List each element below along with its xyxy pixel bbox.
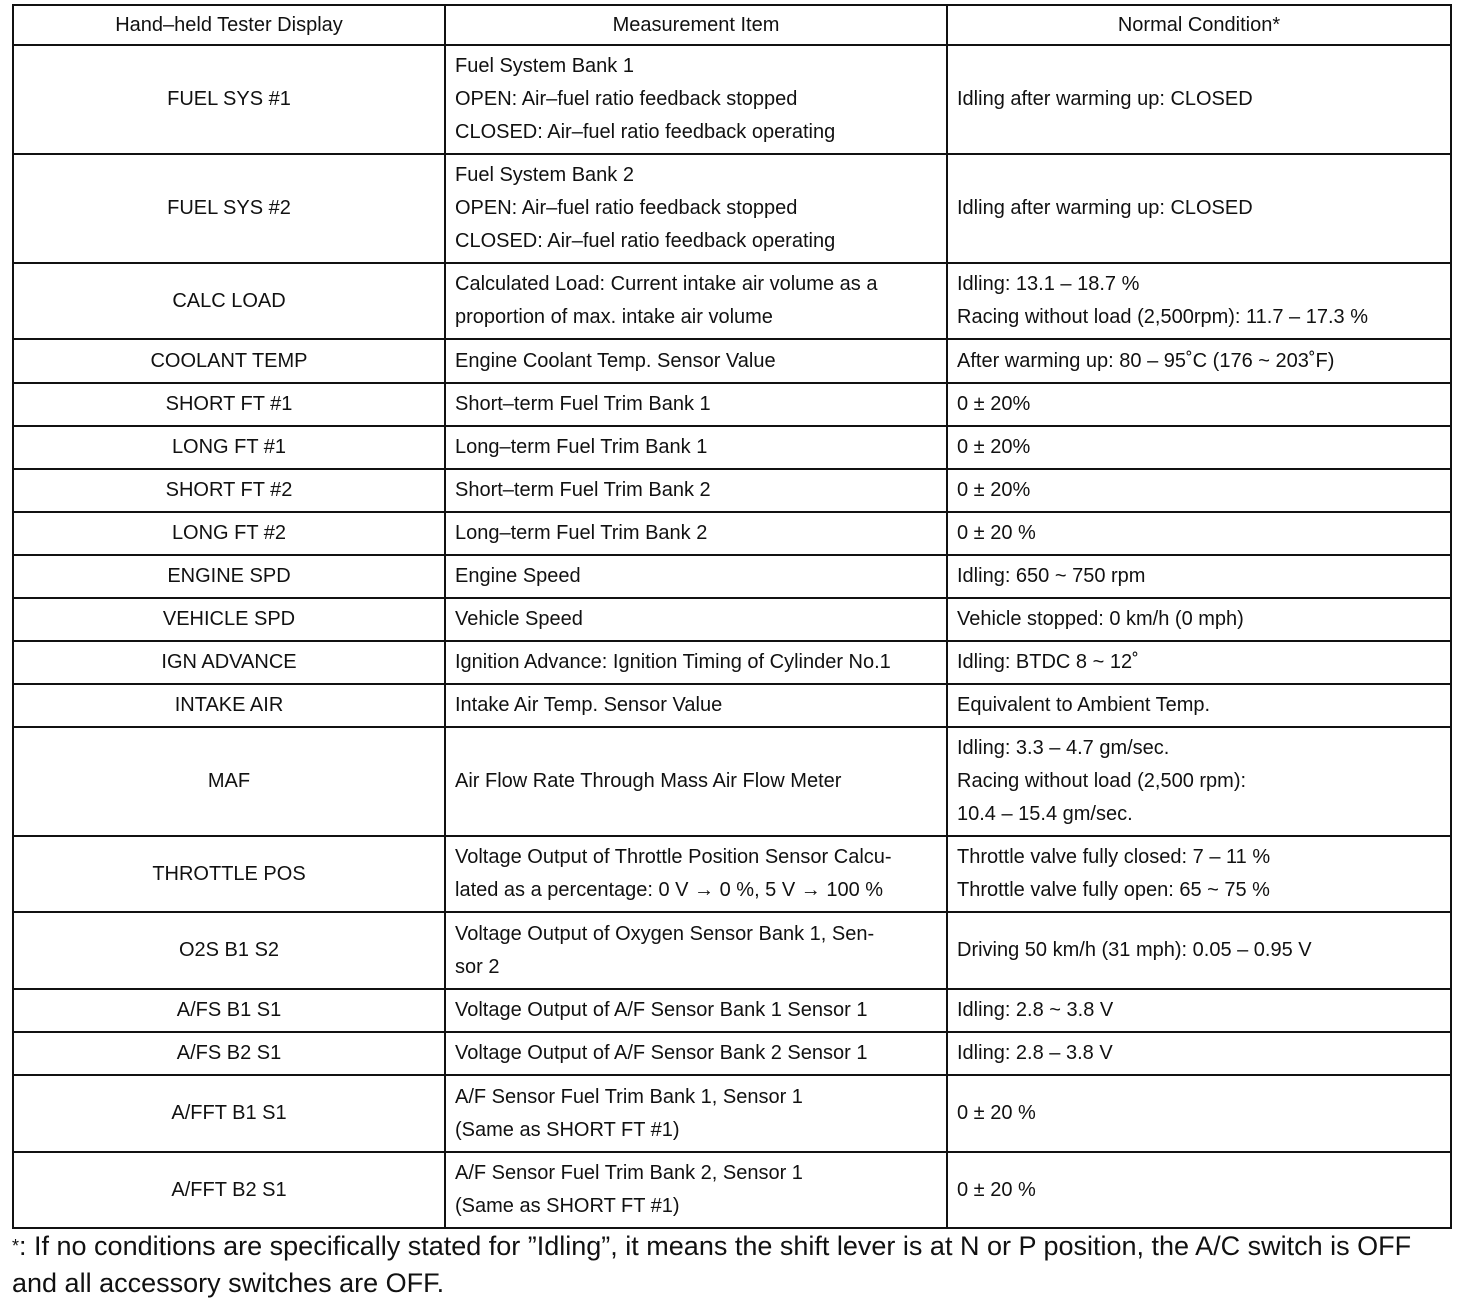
measurement-line: Long–term Fuel Trim Bank 1 <box>455 436 708 458</box>
cell-tester-display: SHORT FT #2 <box>13 469 445 512</box>
cell-normal-condition <box>947 598 1451 641</box>
measurement-line: Vehicle Speed <box>455 608 583 630</box>
cell-normal-condition <box>947 426 1451 469</box>
measurement-line: Ignition Advance: Ignition Timing of Cylinder No.1 <box>455 651 891 673</box>
cell-tester-display: CALC LOAD <box>13 263 445 339</box>
measurement-line: Intake Air Temp. Sensor Value <box>455 694 723 716</box>
header-tester-display: Hand–held Tester Display <box>13 5 445 45</box>
cell-measurement-item <box>445 383 947 426</box>
normal-condition-line: Idling after warming up: CLOSED <box>957 88 1253 110</box>
measurement-line: A/F Sensor Fuel Trim Bank 1, Sensor 1 <box>455 1085 803 1108</box>
cell-measurement-item <box>445 641 947 684</box>
footnote-text: : If no conditions are specifically stated for ”Idling”, it means the shift lever is at N or P position, the A/C switch is OFF and all accessory switches are OFF. <box>12 1231 1412 1298</box>
table-row <box>13 512 1451 555</box>
cell-measurement-item <box>445 154 947 263</box>
measurement-line: Air Flow Rate Through Mass Air Flow Meter <box>455 770 842 792</box>
cell-measurement-item <box>445 1075 947 1152</box>
cell-tester-display: SHORT FT #1 <box>13 383 445 426</box>
normal-condition-line: 10.4 – 15.4 gm/sec. <box>957 803 1133 825</box>
table-row <box>13 469 1451 512</box>
normal-condition-line: 0 ± 20 % <box>957 1178 1036 1201</box>
table-row <box>13 426 1451 469</box>
cell-tester-display: IGN ADVANCE <box>13 641 445 684</box>
footnote <box>12 1228 1462 1302</box>
normal-condition-line: 0 ± 20 % <box>957 522 1036 544</box>
measurement-line: Fuel System Bank 1 <box>455 55 634 77</box>
cell-normal-condition <box>947 469 1451 512</box>
measurement-line: OPEN: Air–fuel ratio feedback stopped <box>455 197 798 219</box>
header-normal-condition: Normal Condition* <box>947 5 1451 45</box>
normal-condition-line: Idling: 3.3 – 4.7 gm/sec. <box>957 737 1170 759</box>
measurement-line: (Same as SHORT FT #1) <box>455 1118 680 1141</box>
cell-measurement-item <box>445 339 947 383</box>
measurement-line: CLOSED: Air–fuel ratio feedback operating <box>455 230 836 252</box>
normal-condition-line: Vehicle stopped: 0 km/h (0 mph) <box>957 608 1244 630</box>
cell-measurement-item <box>445 836 947 912</box>
normal-condition-line: Idling: 2.8 – 3.8 V <box>957 1042 1113 1064</box>
table-row <box>13 836 1451 912</box>
measurement-line: Voltage Output of A/F Sensor Bank 1 Sensor 1 <box>455 999 868 1021</box>
measurement-line: Short–term Fuel Trim Bank 1 <box>455 393 711 415</box>
header-measurement-item: Measurement Item <box>445 5 947 45</box>
cell-tester-display: O2S B1 S2 <box>13 912 445 989</box>
cell-tester-display: VEHICLE SPD <box>13 598 445 641</box>
specification-table <box>12 4 1452 1229</box>
cell-tester-display: LONG FT #1 <box>13 426 445 469</box>
cell-normal-condition <box>947 912 1451 989</box>
cell-tester-display: MAF <box>13 727 445 836</box>
table-row <box>13 1032 1451 1075</box>
measurement-line: Fuel System Bank 2 <box>455 164 634 186</box>
cell-normal-condition <box>947 512 1451 555</box>
table-body <box>13 45 1451 1228</box>
normal-condition-line: After warming up: 80 – 95˚C (176 ~ 203˚F) <box>957 349 1335 372</box>
cell-measurement-item <box>445 1152 947 1228</box>
normal-condition-line: 0 ± 20% <box>957 479 1031 501</box>
normal-condition-line: Driving 50 km/h (31 mph): 0.05 – 0.95 V <box>957 939 1312 961</box>
table-row <box>13 263 1451 339</box>
cell-tester-display: COOLANT TEMP <box>13 339 445 383</box>
cell-normal-condition <box>947 1032 1451 1075</box>
cell-normal-condition <box>947 836 1451 912</box>
measurement-line: CLOSED: Air–fuel ratio feedback operating <box>455 121 836 143</box>
cell-measurement-item <box>445 555 947 598</box>
table-row <box>13 684 1451 727</box>
measurement-line: Voltage Output of Throttle Position Sensor Calcu- <box>455 846 892 868</box>
cell-normal-condition <box>947 641 1451 684</box>
cell-tester-display: A/FFT B1 S1 <box>13 1075 445 1152</box>
cell-normal-condition <box>947 684 1451 727</box>
cell-tester-display: FUEL SYS #1 <box>13 45 445 154</box>
cell-measurement-item <box>445 426 947 469</box>
normal-condition-line: 0 ± 20% <box>957 436 1031 458</box>
cell-tester-display: THROTTLE POS <box>13 836 445 912</box>
normal-condition-line: 0 ± 20 % <box>957 1102 1036 1124</box>
cell-normal-condition <box>947 555 1451 598</box>
normal-condition-line: Throttle valve fully closed: 7 – 11 % <box>957 846 1271 868</box>
measurement-line: lated as a percentage: 0 V → 0 %, 5 V → 100 % <box>455 879 884 901</box>
normal-condition-line: Racing without load (2,500rpm): 11.7 – 17.3 % <box>957 306 1368 328</box>
table-row <box>13 989 1451 1032</box>
cell-tester-display: A/FS B2 S1 <box>13 1032 445 1075</box>
measurement-line: (Same as SHORT FT #1) <box>455 1195 680 1217</box>
cell-normal-condition <box>947 727 1451 836</box>
measurement-line: OPEN: Air–fuel ratio feedback stopped <box>455 88 798 110</box>
measurement-line: Engine Coolant Temp. Sensor Value <box>455 349 776 372</box>
cell-normal-condition <box>947 383 1451 426</box>
measurement-line: Engine Speed <box>455 565 581 587</box>
cell-normal-condition <box>947 1075 1451 1152</box>
normal-condition-line: Racing without load (2,500 rpm): <box>957 770 1247 792</box>
table-row <box>13 555 1451 598</box>
cell-measurement-item <box>445 263 947 339</box>
table-row <box>13 45 1451 154</box>
table-row <box>13 339 1451 383</box>
measurement-line: Voltage Output of A/F Sensor Bank 2 Sensor 1 <box>455 1042 868 1064</box>
cell-measurement-item <box>445 1032 947 1075</box>
cell-tester-display: INTAKE AIR <box>13 684 445 727</box>
measurement-line: A/F Sensor Fuel Trim Bank 2, Sensor 1 <box>455 1162 803 1184</box>
normal-condition-line: Equivalent to Ambient Temp. <box>957 694 1211 716</box>
cell-tester-display: A/FS B1 S1 <box>13 989 445 1032</box>
table-row <box>13 154 1451 263</box>
cell-measurement-item <box>445 727 947 836</box>
cell-measurement-item <box>445 989 947 1032</box>
normal-condition-line: Idling: 2.8 ~ 3.8 V <box>957 999 1114 1021</box>
table-row <box>13 912 1451 989</box>
table-row <box>13 598 1451 641</box>
table-header-row <box>13 5 1451 45</box>
cell-tester-display: A/FFT B2 S1 <box>13 1152 445 1228</box>
cell-measurement-item <box>445 469 947 512</box>
cell-measurement-item <box>445 912 947 989</box>
footnote-mark: * <box>12 1236 20 1256</box>
cell-measurement-item <box>445 45 947 154</box>
cell-normal-condition <box>947 45 1451 154</box>
table-row <box>13 727 1451 836</box>
measurement-line: sor 2 <box>455 955 500 978</box>
normal-condition-line: Idling: 13.1 – 18.7 % <box>957 273 1140 295</box>
normal-condition-line: Throttle valve fully open: 65 ~ 75 % <box>957 879 1270 901</box>
cell-normal-condition <box>947 154 1451 263</box>
measurement-line: Voltage Output of Oxygen Sensor Bank 1, Sen- <box>455 922 875 945</box>
table-row <box>13 383 1451 426</box>
measurement-line: Calculated Load: Current intake air volume as a <box>455 273 878 295</box>
cell-tester-display: LONG FT #2 <box>13 512 445 555</box>
cell-normal-condition <box>947 263 1451 339</box>
measurement-line: proportion of max. intake air volume <box>455 306 773 328</box>
cell-tester-display: FUEL SYS #2 <box>13 154 445 263</box>
cell-measurement-item <box>445 684 947 727</box>
normal-condition-line: Idling: BTDC 8 ~ 12˚ <box>957 651 1139 673</box>
cell-measurement-item <box>445 598 947 641</box>
normal-condition-line: Idling: 650 ~ 750 rpm <box>957 565 1146 587</box>
cell-measurement-item <box>445 512 947 555</box>
table-row <box>13 1152 1451 1228</box>
table-row <box>13 641 1451 684</box>
cell-normal-condition <box>947 339 1451 383</box>
table-row <box>13 1075 1451 1152</box>
cell-normal-condition <box>947 1152 1451 1228</box>
normal-condition-line: 0 ± 20% <box>957 393 1031 415</box>
measurement-line: Short–term Fuel Trim Bank 2 <box>455 479 711 501</box>
normal-condition-line: Idling after warming up: CLOSED <box>957 197 1253 219</box>
measurement-line: Long–term Fuel Trim Bank 2 <box>455 522 708 544</box>
cell-normal-condition <box>947 989 1451 1032</box>
cell-tester-display: ENGINE SPD <box>13 555 445 598</box>
